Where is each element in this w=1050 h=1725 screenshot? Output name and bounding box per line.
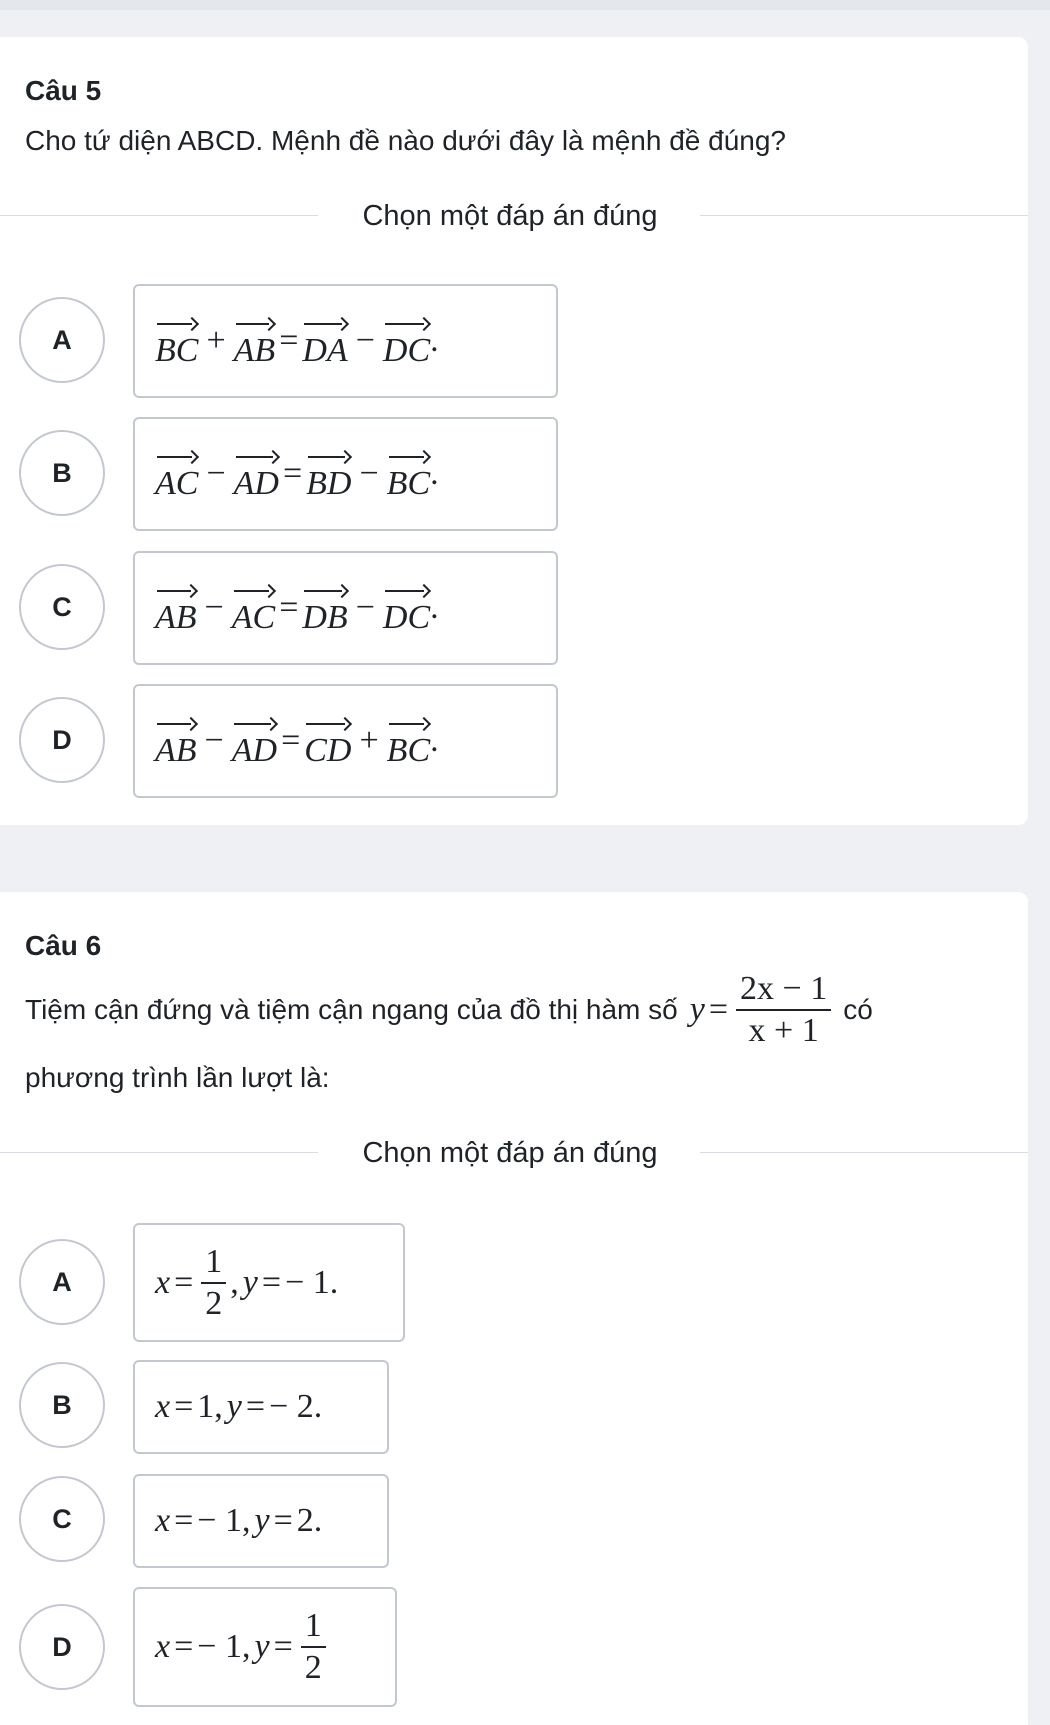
option-c-radio[interactable]: C bbox=[19, 1476, 105, 1562]
option-a-math: x = $\frac{1}{2}$ , y = − 1 . bbox=[155, 1242, 339, 1322]
option-d-radio[interactable]: D bbox=[19, 1604, 105, 1690]
question-text bbox=[25, 962, 873, 1058]
vector-term: DC bbox=[383, 579, 430, 637]
option-d-answer[interactable] bbox=[133, 1587, 397, 1707]
vector-term: BC bbox=[155, 312, 198, 370]
vector-term: AB bbox=[234, 312, 276, 370]
question-card-6 bbox=[0, 892, 1028, 1725]
option-b-answer[interactable] bbox=[133, 1360, 389, 1454]
vector-term: DA bbox=[302, 312, 347, 370]
question-text-line2: phương trình lần lượt là: bbox=[25, 1062, 330, 1093]
function-formula: y = $\frac{2x - 1}{x + 1}$ bbox=[690, 971, 835, 1048]
question-title: Câu 6 bbox=[25, 930, 102, 961]
option-c-math: x = − 1 , y = 2 . bbox=[155, 1502, 323, 1539]
option-a-answer[interactable] bbox=[133, 1223, 405, 1342]
option-d-answer[interactable] bbox=[133, 684, 558, 798]
vector-term: AC bbox=[155, 445, 198, 503]
option-b-radio[interactable]: B bbox=[19, 1362, 105, 1448]
option-b-radio[interactable]: B bbox=[19, 430, 105, 516]
top-strip bbox=[0, 0, 1050, 10]
question-text-after: có bbox=[843, 994, 873, 1025]
vector-term: BC bbox=[387, 445, 430, 503]
option-a-radio[interactable]: A bbox=[19, 1239, 105, 1325]
choose-label: Chọn một đáp án đúng bbox=[362, 1137, 658, 1169]
option-b-answer[interactable] bbox=[133, 417, 558, 531]
vector-term: AB bbox=[155, 579, 197, 637]
vector-term: BD bbox=[306, 445, 351, 503]
vector-term: AB bbox=[155, 712, 197, 770]
option-a-answer[interactable] bbox=[133, 284, 558, 398]
option-c-answer[interactable] bbox=[133, 1474, 389, 1568]
vector-term: DC bbox=[383, 312, 430, 370]
choose-divider bbox=[0, 200, 1028, 230]
question-card-5 bbox=[0, 37, 1028, 825]
option-c-math: AB − AC = DB − DC . bbox=[135, 553, 556, 663]
option-c-radio[interactable]: C bbox=[19, 564, 105, 650]
option-c-answer[interactable] bbox=[133, 551, 558, 665]
option-d-radio[interactable]: D bbox=[19, 697, 105, 783]
vector-term: DB bbox=[302, 579, 347, 637]
question-text: Cho tứ diện ABCD. Mệnh đề nào dưới đây là mệnh đề đúng? bbox=[25, 125, 786, 156]
vector-term: AD bbox=[234, 445, 279, 503]
question-title: Câu 5 bbox=[25, 75, 102, 106]
option-b-math: AC − AD = BD − BC . bbox=[135, 419, 556, 529]
choose-label: Chọn một đáp án đúng bbox=[362, 200, 658, 232]
choose-divider bbox=[0, 1137, 1028, 1167]
option-a-math: BC + AB = DA − DC . bbox=[135, 286, 556, 396]
question-text-before: Tiệm cận đứng và tiệm cận ngang của đồ thị hàm số bbox=[25, 994, 678, 1025]
option-d-math: x = − 1 , y = $\frac{1}{2}$ bbox=[135, 1589, 395, 1705]
option-b-math: x = 1 , y = − 2 . bbox=[155, 1388, 323, 1425]
vector-term: AD bbox=[232, 712, 277, 770]
vector-term: AC bbox=[232, 579, 275, 637]
vector-term: CD bbox=[304, 712, 351, 770]
vector-term: BC bbox=[387, 712, 430, 770]
option-a-radio[interactable]: A bbox=[19, 297, 105, 383]
option-d-math: AB − AD = CD + BC . bbox=[135, 686, 556, 796]
